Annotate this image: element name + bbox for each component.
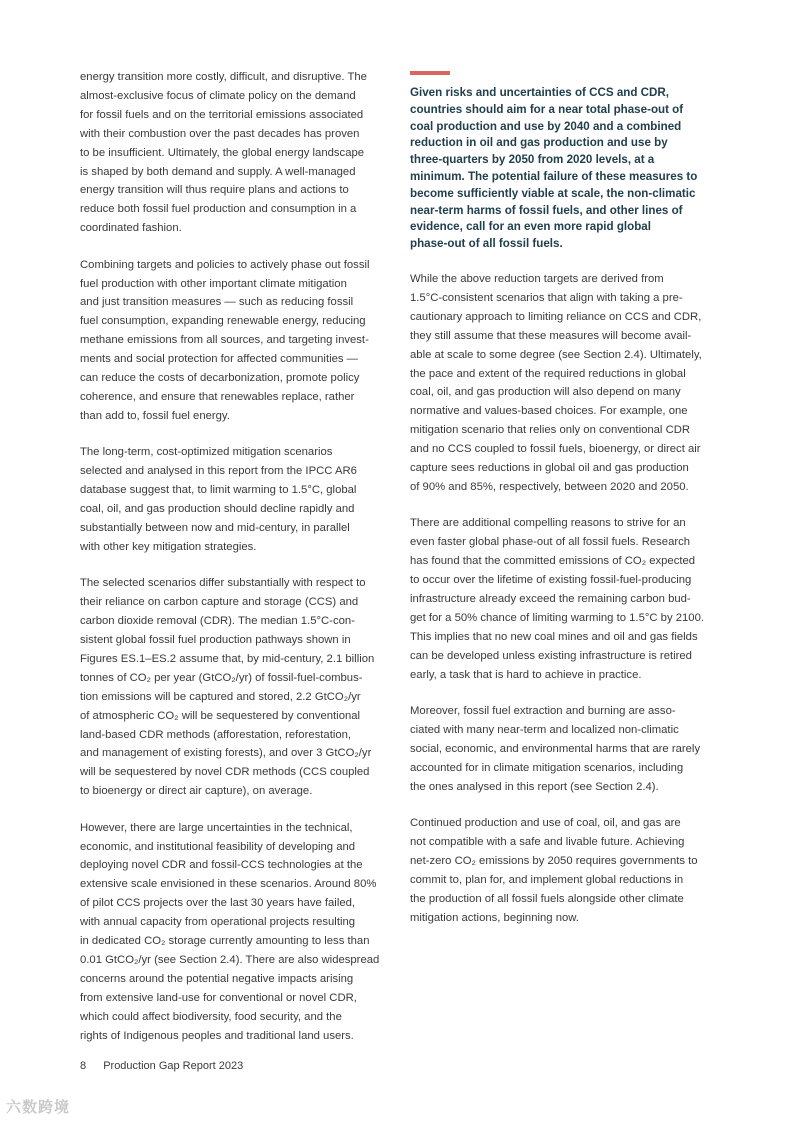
text-line: The long-term, cost-optimized mitigation scenarios	[80, 446, 333, 459]
text-line: early, a task that is hard to achieve in practice.	[410, 668, 642, 681]
text-line: countries should aim for a near total phase-out of	[410, 102, 684, 116]
paragraph	[410, 270, 720, 497]
text-line: three-quarters by 2050 from 2020 levels, at a	[410, 153, 655, 167]
text-line: for fossil fuels and on the territorial emissions associated	[80, 108, 364, 121]
text-line: accounted for in climate mitigation scenarios, including	[410, 761, 684, 774]
text-line: become sufficiently viable at scale, the non-climatic	[410, 186, 696, 200]
text-line: they still assume that these measures will become avail-	[410, 329, 692, 342]
text-line: 1.5°C-consistent scenarios that align with taking a pre-	[410, 291, 683, 304]
watermark-text: 六数跨境	[6, 1099, 71, 1116]
text-line: mitigation actions, beginning now.	[410, 911, 579, 924]
text-line: infrastructure already exceed the remaining carbon bud-	[410, 592, 691, 605]
text-line: There are additional compelling reasons to strive for an	[410, 517, 686, 530]
text-line: phase-out of all fossil fuels.	[410, 237, 563, 251]
text-line: get for a 50% chance of limiting warming to 1.5°C by 2100.	[410, 611, 705, 624]
text-line: coherence, and ensure that renewables replace, rather	[80, 391, 355, 403]
text-line: coal, oil, and gas production will also depend on many	[410, 386, 681, 399]
paragraph	[80, 68, 390, 238]
accent-bar	[410, 71, 450, 75]
text-line: energy transition will thus require plans and actions to	[80, 184, 349, 197]
text-line: to be insufficient. Ultimately, the global energy landscape	[80, 146, 365, 159]
text-line: of 90% and 85%, respectively, between 2020 and 2050.	[410, 480, 689, 493]
key-message	[410, 85, 720, 253]
text-line: energy transition more costly, difficult, and disruptive. The	[80, 71, 367, 83]
text-line: reduce both fossil fuel production and consumption in a	[80, 203, 357, 216]
text-line: Continued production and use of coal, oil, and gas are	[410, 817, 681, 830]
text-line: deploying novel CDR and fossil-CCS technologies at the	[80, 859, 363, 872]
text-line: able at scale to some degree (see Section 2.4). Ultimately,	[410, 348, 702, 361]
page-number: 8	[80, 1060, 87, 1072]
text-line: Combining targets and policies to actively phase out fossil	[80, 258, 370, 271]
text-line: extensive scale envisioned in these scenarios. Around 80%	[80, 878, 377, 891]
text-line: methane emissions from all sources, and targeting invest-	[80, 334, 369, 347]
paragraph	[80, 574, 390, 801]
text-line: to bioenergy or direct air capture), on average.	[80, 785, 313, 798]
text-line: coal production and use by 2040 and a combined	[410, 119, 682, 133]
right-paragraphs	[410, 270, 720, 928]
text-line: will be sequestered by novel CDR methods (CCS coupled	[80, 766, 370, 779]
text-line: fuel production with other important climate mitigation	[80, 277, 347, 290]
text-line: their reliance on carbon capture and storage (CCS) and	[80, 596, 359, 609]
watermark-logo	[6, 1096, 70, 1117]
text-line: and just transition measures — such as reducing fossil	[80, 296, 354, 309]
text-line: even faster global phase-out of all fossil fuels. Research	[410, 536, 691, 549]
text-line: of atmospheric CO₂ will be sequestered by conventional	[80, 709, 361, 722]
text-line: commit to, plan for, and implement global reductions in	[410, 873, 684, 886]
text-line: the production of all fossil fuels alongside other climate	[410, 892, 684, 905]
paragraph	[410, 514, 720, 684]
text-line: Given risks and uncertainties of CCS and CDR,	[410, 86, 669, 99]
text-line: While the above reduction targets are derived from	[410, 272, 664, 285]
paragraph	[80, 256, 390, 426]
text-line: normative and values-based choices. For example, one	[410, 405, 688, 418]
text-line: selected and analysed in this report from the IPCC AR6	[80, 465, 357, 478]
text-line: fuel consumption, expanding renewable energy, reducing	[80, 315, 366, 328]
text-line: than add to, fossil fuel energy.	[80, 409, 230, 422]
text-line: land-based CDR methods (afforestation, reforestation,	[80, 728, 352, 741]
text-line: minimum. The potential failure of these measures to	[410, 169, 698, 183]
text-line: Moreover, fossil fuel extraction and burning are asso-	[410, 705, 676, 717]
right-column	[410, 68, 720, 945]
paragraph	[80, 443, 390, 556]
text-line: economic, and institutional feasibility of developing and	[80, 840, 356, 853]
text-line: can reduce the costs of decarbonization, promote policy	[80, 372, 360, 385]
text-line: ciated with many near-term and localized non-climatic	[410, 723, 679, 736]
paragraph	[410, 702, 720, 797]
left-column	[80, 68, 390, 1063]
text-line: Figures ES.1–ES.2 assume that, by mid-century, 2.1 billion	[80, 652, 375, 665]
text-line: ments and social protection for affected communities —	[80, 353, 358, 366]
text-line: concerns around the potential negative impacts arising	[80, 972, 354, 985]
report-title: Production Gap Report 2023	[103, 1060, 244, 1072]
text-line: capture sees reductions in global oil and gas production	[410, 462, 689, 475]
text-line: rights of Indigenous peoples and traditional land users.	[80, 1029, 354, 1042]
text-line: The selected scenarios differ substantially with respect to	[80, 577, 366, 590]
text-line: cautionary approach to limiting reliance on CCS and CDR,	[410, 310, 702, 323]
text-line: tonnes of CO₂ per year (GtCO₂/yr) of fossil-fuel-combus-	[80, 671, 363, 684]
text-line: carbon dioxide removal (CDR). The median 1.5°C-con-	[80, 615, 355, 628]
text-line: of pilot CCS projects over the last 30 years have failed,	[80, 897, 356, 910]
text-line: coal, oil, and gas production should decline rapidly and	[80, 503, 355, 516]
text-line: sistent global fossil fuel production pathways shown in	[80, 633, 351, 646]
text-line: in dedicated CO₂ storage currently amounting to less than	[80, 935, 370, 948]
text-line: near-term harms of fossil fuels, and other lines of	[410, 203, 683, 217]
page-footer	[80, 1060, 243, 1072]
text-line: not compatible with a safe and livable future. Achieving	[410, 835, 685, 848]
text-line: substantially between now and mid-century, in parallel	[80, 521, 350, 534]
text-line: can be developed unless existing infrastructure is retired	[410, 649, 692, 662]
text-line: with annual capacity from operational projects resulting	[80, 916, 356, 929]
text-line: However, there are large uncertainties in the technical,	[80, 821, 353, 834]
text-line: This implies that no new coal mines and oil and gas fields	[410, 630, 698, 643]
text-line: evidence, call for an even more rapid global	[410, 220, 651, 234]
text-line: from extensive land-use for conventional or novel CDR,	[80, 991, 357, 1004]
paragraph	[410, 814, 720, 927]
text-line: and no CCS coupled to fossil fuels, bioenergy, or direct air	[410, 443, 701, 456]
text-line: the ones analysed in this report (see Section 2.4).	[410, 780, 659, 793]
text-line: mitigation scenario that relies only on conventional CDR	[410, 424, 691, 437]
text-line: net-zero CO₂ emissions by 2050 requires governments to	[410, 854, 698, 867]
text-line: reduction in oil and gas production and use by	[410, 136, 668, 150]
text-line: to occur over the lifetime of existing fossil-fuel-producing	[410, 574, 692, 587]
text-line: is shaped by both demand and supply. A well-managed	[80, 165, 356, 178]
paragraph	[80, 819, 390, 1046]
text-line: the pace and extent of the required reductions in global	[410, 367, 686, 380]
text-line: database suggest that, to limit warming to 1.5°C, global	[80, 484, 357, 497]
text-line: and management of existing forests), and over 3 GtCO₂/yr	[80, 747, 372, 760]
text-line: almost-exclusive focus of climate policy on the demand	[80, 89, 356, 102]
text-line: tion emissions will be captured and stored, 2.2 GtCO₂/yr	[80, 690, 361, 703]
text-line: social, economic, and environmental harms that are rarely	[410, 742, 701, 755]
text-line: coordinated fashion.	[80, 222, 182, 235]
text-line: which could affect biodiversity, food security, and the	[80, 1010, 342, 1023]
text-line: with their combustion over the past decades has proven	[80, 127, 360, 140]
text-line: has found that the committed emissions of CO₂ expected	[410, 555, 696, 568]
text-line: 0.01 GtCO₂/yr (see Section 2.4). There are also widespread	[80, 953, 380, 966]
text-line: with other key mitigation strategies.	[80, 540, 257, 553]
